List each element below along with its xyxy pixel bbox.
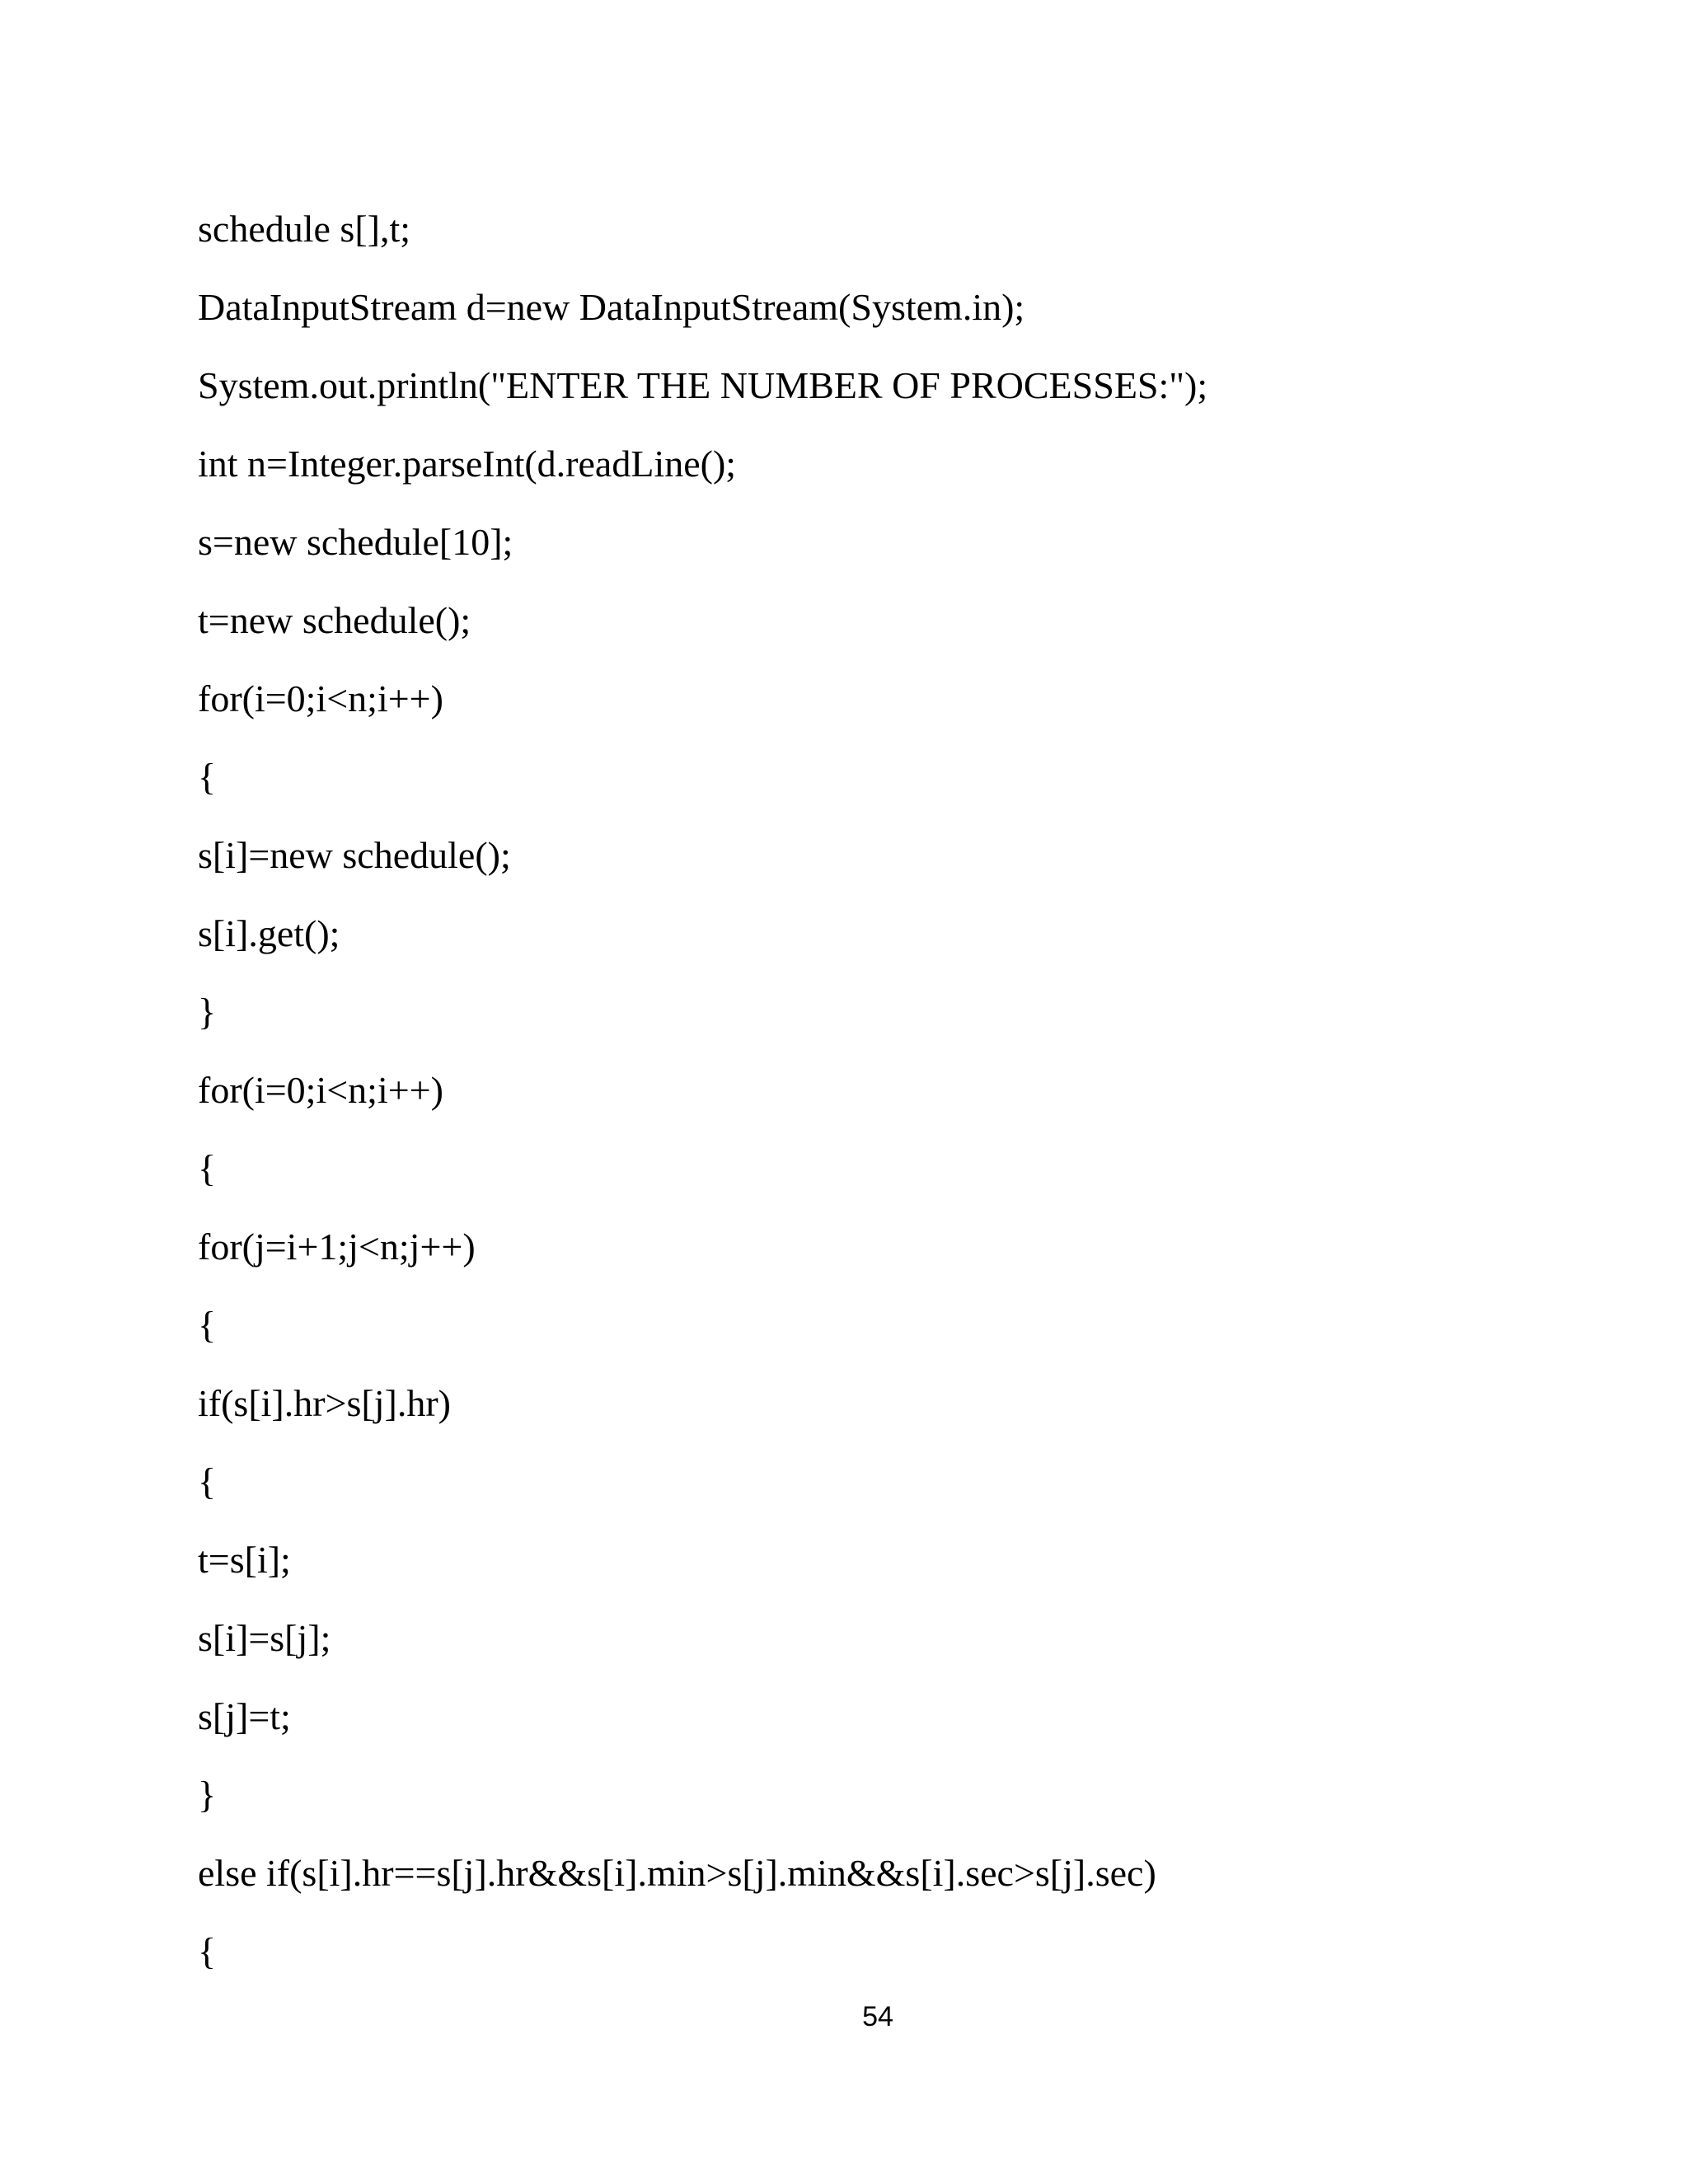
code-line: for(i=0;i<n;i++) (198, 1069, 443, 1111)
code-line: t=new schedule(); (198, 599, 471, 641)
code-line: s[i]=s[j]; (198, 1617, 331, 1659)
code-line: for(i=0;i<n;i++) (198, 677, 443, 719)
page-number: 54 (862, 2001, 893, 2032)
code-line: { (198, 756, 217, 798)
code-line: System.out.println("ENTER THE NUMBER OF PROCESSES:"); (198, 364, 1208, 406)
code-line: { (198, 1147, 217, 1189)
code-line: s[i]=new schedule(); (198, 834, 511, 876)
code-line: { (198, 1460, 217, 1502)
code-line: t=s[i]; (198, 1539, 291, 1581)
code-line: s[i].get(); (198, 912, 340, 954)
code-line: { (198, 1930, 217, 1972)
code-line: s[j]=t; (198, 1695, 291, 1737)
code-line: DataInputStream d=new DataInputStream(System.in); (198, 286, 1025, 328)
code-line: else if(s[i].hr==s[j].hr&&s[i].min>s[j].min&&s[i].sec>s[j].sec) (198, 1852, 1156, 1894)
code-line: } (198, 991, 217, 1033)
code-line: } (198, 1774, 217, 1816)
code-listing (198, 190, 1599, 1990)
code-line: { (198, 1304, 217, 1346)
code-line: schedule s[],t; (198, 208, 411, 250)
code-line: s=new schedule[10]; (198, 521, 513, 563)
code-line: if(s[i].hr>s[j].hr) (198, 1382, 451, 1424)
code-line: int n=Integer.parseInt(d.readLine(); (198, 443, 737, 485)
code-line: for(j=i+1;j<n;j++) (198, 1226, 476, 1268)
